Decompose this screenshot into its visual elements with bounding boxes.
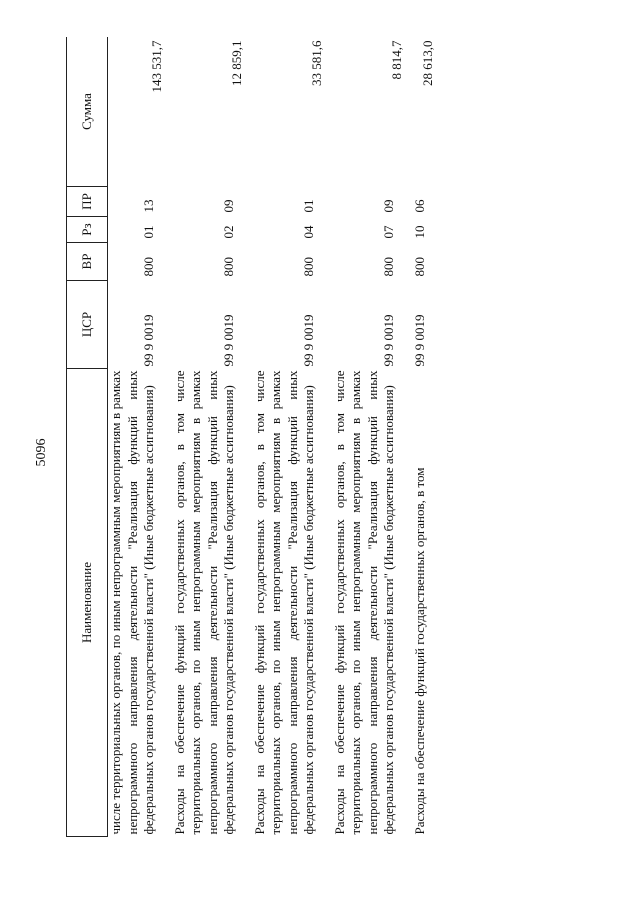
row-pr: 13 <box>141 199 156 213</box>
row-sum: 12 859,1 <box>229 40 244 86</box>
header-rz: Рз <box>67 217 108 243</box>
table-row <box>406 37 437 837</box>
row-vr: 800 <box>221 257 236 277</box>
row-rz: 04 <box>301 225 316 239</box>
row-sum: 8 814,7 <box>389 40 404 80</box>
row-name: Расходы на обеспечение функций государственных органов, в том <box>411 467 427 835</box>
row-sum: 33 581,6 <box>309 40 324 86</box>
table-body <box>108 37 437 837</box>
row-csr: 99 9 0019 <box>221 314 236 367</box>
row-pr: 01 <box>301 199 316 213</box>
row-pr: 06 <box>411 199 427 213</box>
budget-table <box>66 37 436 837</box>
row-csr: 99 9 0019 <box>381 314 396 367</box>
table-row <box>166 37 246 837</box>
row-sum: 143 531,7 <box>149 40 164 93</box>
budget-table-container <box>66 37 616 837</box>
table-row <box>108 37 166 837</box>
row-name: Расходы на обеспечение функций государственных органов, в том числе территориальных органов, по иным непрограммным мероприятиям в рамках непрограммного направления деятельности "Реализация функций иных федеральных органов государственной власти" (Иные бюджетные ассигнования) <box>331 370 396 835</box>
header-csr: ЦСР <box>67 281 108 369</box>
row-pr: 09 <box>381 199 396 213</box>
row-csr: 99 9 0019 <box>301 314 316 367</box>
row-rz: 02 <box>221 225 236 239</box>
row-vr: 800 <box>411 257 427 277</box>
row-name: числе территориальных органов, по иным непрограммным мероприятиям в рамках непрограммного направления деятельности "Реализация функций иных федеральных органов государственной власти" (Иные бюджетные ассигнования) <box>108 370 156 835</box>
row-vr: 800 <box>381 257 396 277</box>
page-number: 5096 <box>34 438 49 467</box>
row-vr: 800 <box>301 257 316 277</box>
row-name: Расходы на обеспечение функций государственных органов, в том числе территориальных органов, по иным непрограммным мероприятиям в рамках непрограммного направления деятельности "Реализация функций иных федеральных органов государственной власти" (Иные бюджетные ассигнования) <box>251 370 316 835</box>
row-sum: 28 613,0 <box>419 40 435 86</box>
row-rz: 01 <box>141 225 156 239</box>
header-name: Наименование <box>67 369 108 837</box>
row-csr: 99 9 0019 <box>141 314 156 367</box>
row-csr: 99 9 0019 <box>411 314 427 367</box>
row-vr: 800 <box>141 257 156 277</box>
header-pr: ПР <box>67 187 108 217</box>
row-name: Расходы на обеспечение функций государственных органов, в том числе территориальных органов, по иным непрограммным мероприятиям в рамках непрограммного направления деятельности "Реализация функций иных федеральных органов государственной власти" (Иные бюджетные ассигнования) <box>171 370 236 835</box>
table-row <box>246 37 326 837</box>
row-rz: 07 <box>381 225 396 239</box>
row-rz: 10 <box>411 225 427 239</box>
row-pr: 09 <box>221 199 236 213</box>
table-row <box>326 37 406 837</box>
header-vr: ВР <box>67 243 108 281</box>
table-header <box>67 37 108 837</box>
header-sum: Сумма <box>67 37 108 187</box>
